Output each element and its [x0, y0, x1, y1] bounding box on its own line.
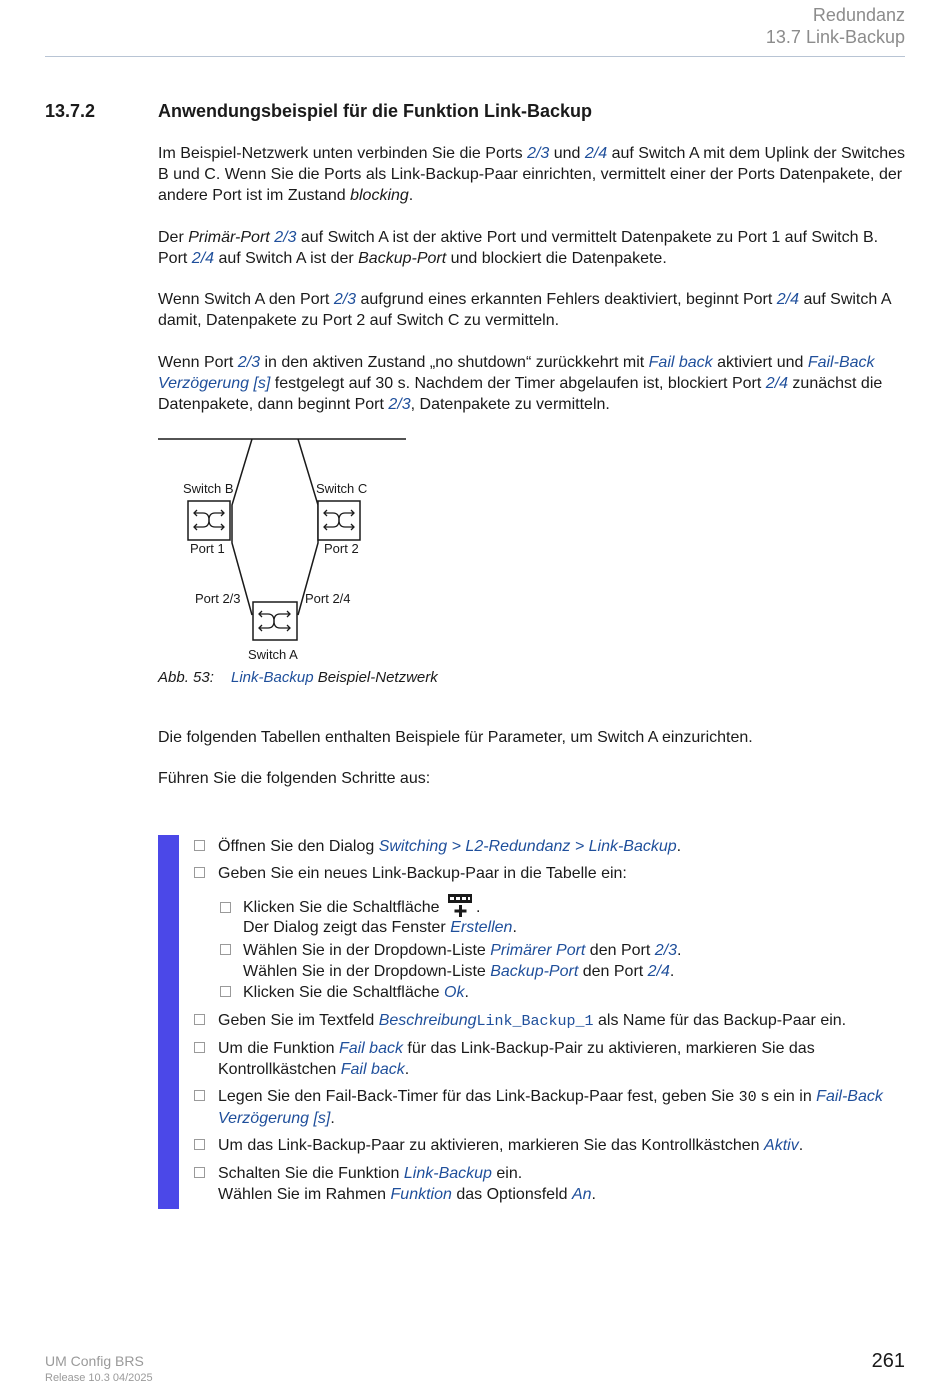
- switch-a: [253, 602, 297, 640]
- link-c-a: [298, 439, 318, 615]
- ui-ref-on: An: [571, 1186, 592, 1203]
- port-ref: 2/3: [527, 145, 550, 162]
- step-new-pair: Geben Sie ein neues Link-Backup-Paar in die Tabelle ein:: [194, 863, 910, 884]
- step-checkbox-icon: [220, 944, 231, 955]
- label-port-2-4: Port 2/4: [305, 591, 351, 606]
- paragraph-failback: Wenn Port 2/3 in den aktiven Zustand „no shutdown“ zurückkehrt mit Fail back aktiviert und Fail-Back Verzögerung [s] festgelegt auf 30 s. Nachdem der Timer abgelaufen ist, blockiert Port 2/4 zunächst die Datenpakete, dann beginnt Port 2/3, Datenpakete zu vermitteln.: [158, 354, 883, 413]
- footer-release: Release 10.3 04/2025: [45, 1372, 153, 1384]
- step-checkbox-icon: [220, 902, 231, 913]
- label-port-2-3: Port 2/3: [195, 591, 241, 606]
- paragraph-failover: Wenn Switch A den Port 2/3 aufgrund eines erkannten Fehlers deaktiviert, beginnt Port 2/4 auf Switch A damit, Datenpakete zu Port 2 auf Switch C zu vermitteln.: [158, 291, 891, 329]
- port-ref: 2/4: [776, 291, 800, 308]
- step-checkbox-icon: [194, 1139, 205, 1150]
- ui-ref-link-backup: Link-Backup: [403, 1165, 492, 1182]
- page-number: 261: [871, 1350, 905, 1372]
- section-title: Anwendungsbeispiel für die Funktion Link-Backup: [158, 101, 593, 121]
- port-ref: 2/4: [584, 145, 608, 162]
- paragraph-primary-port: Der Primär-Port 2/3 auf Switch A ist der aktive Port und vermittelt Datenpakete zu Port 1 auf Switch B. Port 2/4 auf Switch A ist der Backup-Port und blockiert die Datenpakete.: [158, 229, 879, 267]
- step-checkbox-icon: [194, 1090, 205, 1101]
- step-checkbox-icon: [194, 1042, 205, 1053]
- ui-ref-failback: Fail back: [648, 354, 713, 371]
- step-description: Geben Sie im Textfeld BeschreibungLink_Backup_1 als Name für das Backup-Paar ein.: [194, 1010, 910, 1032]
- step-checkbox-icon: [194, 840, 205, 851]
- ui-ref-failback: Fail back: [340, 1061, 405, 1078]
- network-diagram: [150, 425, 410, 670]
- ui-ref-delay: Fail-Back Verzögerung [s]: [158, 354, 875, 392]
- substep-select-ports: Wählen Sie in der Dropdown-Liste Primärer Port den Port 2/3. Wählen Sie in der Dropdown-Liste Backup-Port den Port 2/4.: [220, 940, 910, 982]
- paragraph-intro: Im Beispiel-Netzwerk unten verbinden Sie die Ports 2/3 und 2/4 auf Switch A mit dem Uplink der Switches B und C. Wenn Sie die Ports als Link-Backup-Paar einrichten, vermittelt einer der Ports Datenpakete, der andere Port ist im Zustand blocking.: [158, 145, 906, 204]
- substep-click-button: Klicken Sie die Schaltfläche . Der Dialog zeigt das Fenster Erstellen.: [220, 892, 910, 938]
- figure-caption: Abb. 53: Link-Backup Beispiel-Netzwerk: [158, 669, 438, 686]
- step-open-dialog: Öffnen Sie den Dialog Switching > L2-Redundanz > Link-Backup.: [194, 836, 910, 857]
- ui-ref-description: Beschreibung: [378, 1012, 477, 1029]
- add-table-row-icon: [446, 892, 474, 918]
- dialog-ref-create: Erstellen: [450, 919, 513, 936]
- paragraph-steps-intro: Führen Sie die folgenden Schritte aus:: [158, 770, 431, 787]
- header-divider: [45, 56, 905, 57]
- switch-b: [188, 501, 230, 540]
- ui-ref-backup-port: Backup-Port: [490, 963, 579, 980]
- header-section: 13.7 Link-Backup: [765, 27, 905, 47]
- header-chapter: Redundanz: [812, 5, 905, 25]
- port-ref: 2/3: [333, 291, 357, 308]
- step-timer: Legen Sie den Fail-Back-Timer für das Link-Backup-Paar fest, geben Sie 30 s ein in Fail-Back Verzögerung [s].: [194, 1086, 910, 1129]
- port-ref: 2/3: [388, 396, 411, 413]
- section-number: 13.7.2: [45, 101, 96, 121]
- step-checkbox-icon: [194, 1167, 205, 1178]
- ui-ref-primary-port: Primärer Port: [490, 942, 586, 959]
- label-port-1: Port 1: [190, 541, 225, 556]
- footer-doc-name: UM Config BRS: [45, 1353, 144, 1369]
- step-checkbox-icon: [194, 1014, 205, 1025]
- link-b-a: [232, 439, 252, 615]
- port-ref: 2/4: [765, 375, 788, 392]
- step-checkbox-icon: [220, 986, 231, 997]
- step-checkbox-icon: [194, 867, 205, 878]
- ui-ref-active: Aktiv: [764, 1137, 799, 1154]
- port-ref: 2/3: [274, 229, 297, 246]
- label-switch-a: Switch A: [248, 647, 298, 662]
- ui-ref-ok: Ok: [444, 984, 465, 1001]
- ui-ref-function: Funktion: [390, 1186, 452, 1203]
- code-value: 30: [738, 1089, 757, 1106]
- code-value: Link_Backup_1: [476, 1013, 594, 1030]
- ui-ref-delay: Fail-Back Verzögerung [s]: [218, 1088, 883, 1127]
- caption-link: Link-Backup: [231, 669, 314, 686]
- switch-c: [318, 501, 360, 540]
- substep-click-ok: Klicken Sie die Schaltfläche Ok.: [220, 982, 910, 1003]
- label-port-2: Port 2: [324, 541, 359, 556]
- instruction-marker-bar: [158, 835, 179, 1209]
- step-enable-function: Schalten Sie die Funktion Link-Backup ein. Wählen Sie im Rahmen Funktion das Optionsfeld An.: [194, 1163, 910, 1205]
- port-ref: 2/4: [191, 250, 215, 267]
- port-ref: 2/3: [237, 354, 260, 371]
- menu-path-link: Switching > L2-Redundanz > Link-Backup: [378, 838, 677, 855]
- step-fail-back: Um die Funktion Fail back für das Link-Backup-Pair zu aktivieren, markieren Sie das Kontrollkästchen Fail back.: [194, 1038, 910, 1080]
- step-activate: Um das Link-Backup-Paar zu aktivieren, markieren Sie das Kontrollkästchen Aktiv.: [194, 1135, 910, 1156]
- ui-ref-failback: Fail back: [338, 1040, 403, 1057]
- paragraph-tables: Die folgenden Tabellen enthalten Beispiele für Parameter, um Switch A einzurichten.: [158, 729, 753, 746]
- label-switch-c: Switch C: [316, 481, 368, 496]
- label-switch-b: Switch B: [183, 481, 234, 496]
